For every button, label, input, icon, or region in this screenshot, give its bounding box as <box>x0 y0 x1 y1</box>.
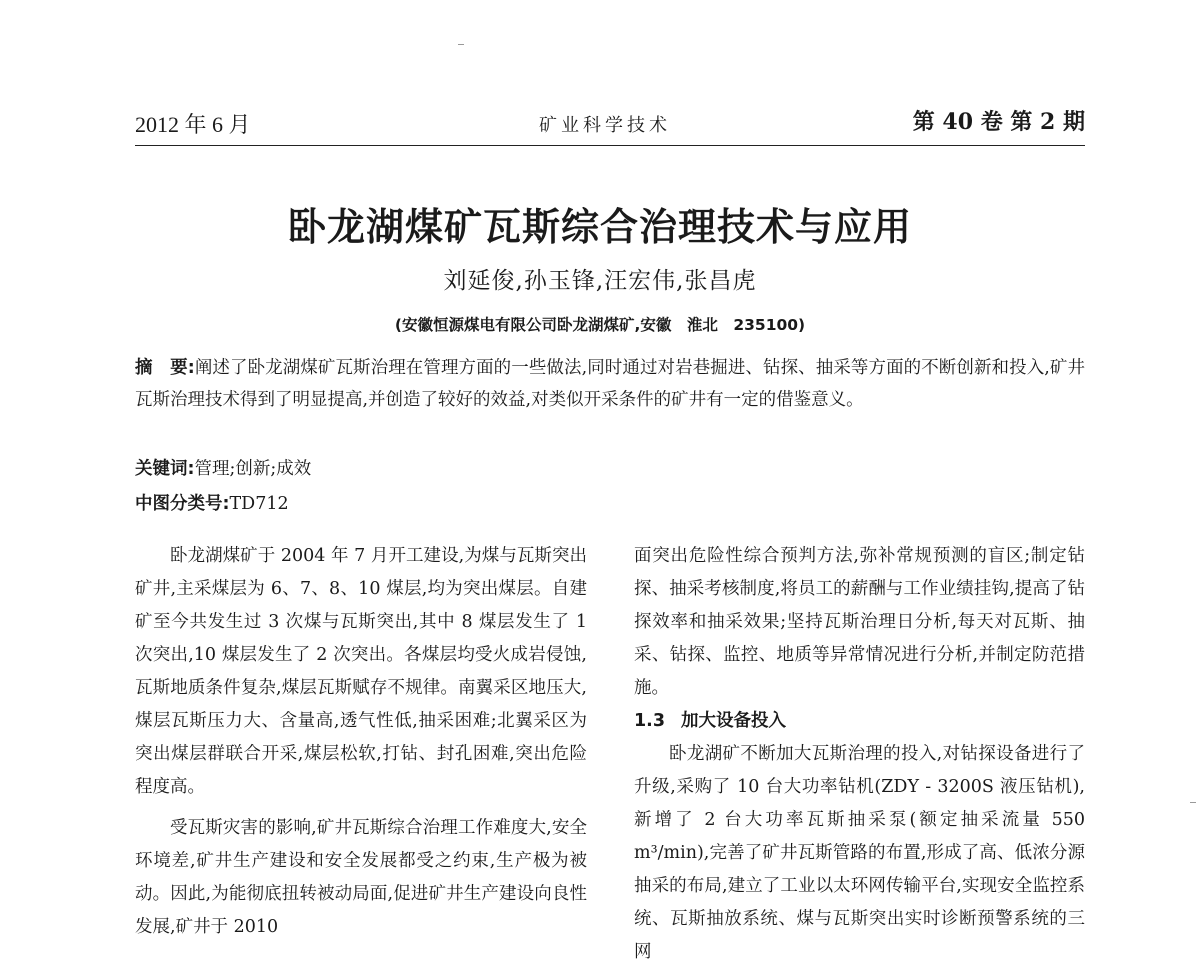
body-column-right <box>634 540 1085 969</box>
section-number: 1.3 <box>634 711 666 731</box>
scan-speck <box>458 44 464 45</box>
classification-label: 中图分类号: <box>135 494 230 514</box>
header-rule <box>135 145 1085 146</box>
abstract <box>135 352 1085 416</box>
keywords-label: 关键词: <box>135 459 195 479</box>
body-paragraph: 面突出危险性综合预判方法,弥补常规预测的盲区;制定钻探、抽采考核制度,将员工的薪酬与工作业绩挂钩,提高了钻探效率和抽采效果;坚持瓦斯治理日分析,每天对瓦斯、抽采、钻探、监控、地质等异常情况进行分析,并制定防范措施。 <box>634 546 1085 698</box>
body-paragraph: 受瓦斯灾害的影响,矿井瓦斯综合治理工作难度大,安全环境差,矿井生产建设和安全发展都受之约束,生产极为被动。因此,为能彻底扭转被动局面,促进矿井生产建设向良性发展,矿井于 2010 <box>135 818 587 937</box>
body-paragraph: 卧龙湖煤矿于 2004 年 7 月开工建设,为煤与瓦斯突出矿井,主采煤层为 6、7、8、10 煤层,均为突出煤层。自建矿至今共发生过 3 次煤与瓦斯突出,其中 8 煤层发生了 1 次突出,10 煤层发生了 2 次突出。各煤层均受火成岩侵蚀,瓦斯地质条件复杂,煤层瓦斯赋存不规律。南翼采区地压大,煤层瓦斯压力大、含量高,透气性低,抽采困难;北翼采区为突出煤层群联合开采,煤层松软,打钻、封孔困难,突出危险程度高。 <box>135 546 587 797</box>
body-column-left <box>135 540 587 944</box>
keywords-text: 管理;创新;成效 <box>194 459 312 479</box>
header-date: 2012 年 6 月 <box>135 112 251 137</box>
keywords <box>135 455 311 480</box>
classification-code: TD712 <box>229 494 289 514</box>
paper-authors: 刘延俊,孙玉锋,汪宏伟,张昌虎 <box>443 268 757 294</box>
body-paragraph: 卧龙湖矿不断加大瓦斯治理的投入,对钻探设备进行了升级,采购了 10 台大功率钻机(ZDY - 3200S 液压钻机),新增了 2 台大功率瓦斯抽采泵(额定抽采流量 550 m³/min),完善了矿井瓦斯管路的布置,形成了高、低浓分源抽采的布局,建立了工业以太环网传输平台,实现安全监控系统、瓦斯抽放系统、煤与瓦斯突出实时诊断预警系统的三网 <box>634 744 1085 962</box>
section-title: 加大设备投入 <box>681 711 787 731</box>
author-affiliation: (安徽恒源煤电有限公司卧龙湖煤矿,安徽 淮北 235100) <box>394 316 806 334</box>
paper-title: 卧龙湖煤矿瓦斯综合治理技术与应用 <box>287 204 912 249</box>
abstract-text: 阐述了卧龙湖煤矿瓦斯治理在管理方面的一些做法,同时通过对岩巷掘进、钻探、抽采等方面的不断创新和投入,矿井瓦斯治理技术得到了明显提高,并创造了较好的效益,对类似开采条件的矿井有一定的借鉴意义。 <box>135 358 1086 410</box>
scan-speck <box>1190 802 1196 803</box>
section-heading <box>634 705 1085 738</box>
classification <box>135 490 289 515</box>
header-journal-name: 矿业科学技术 <box>539 115 671 136</box>
abstract-label: 摘 要: <box>135 358 195 378</box>
header-issue: 第 40 卷 第 2 期 <box>912 109 1085 135</box>
